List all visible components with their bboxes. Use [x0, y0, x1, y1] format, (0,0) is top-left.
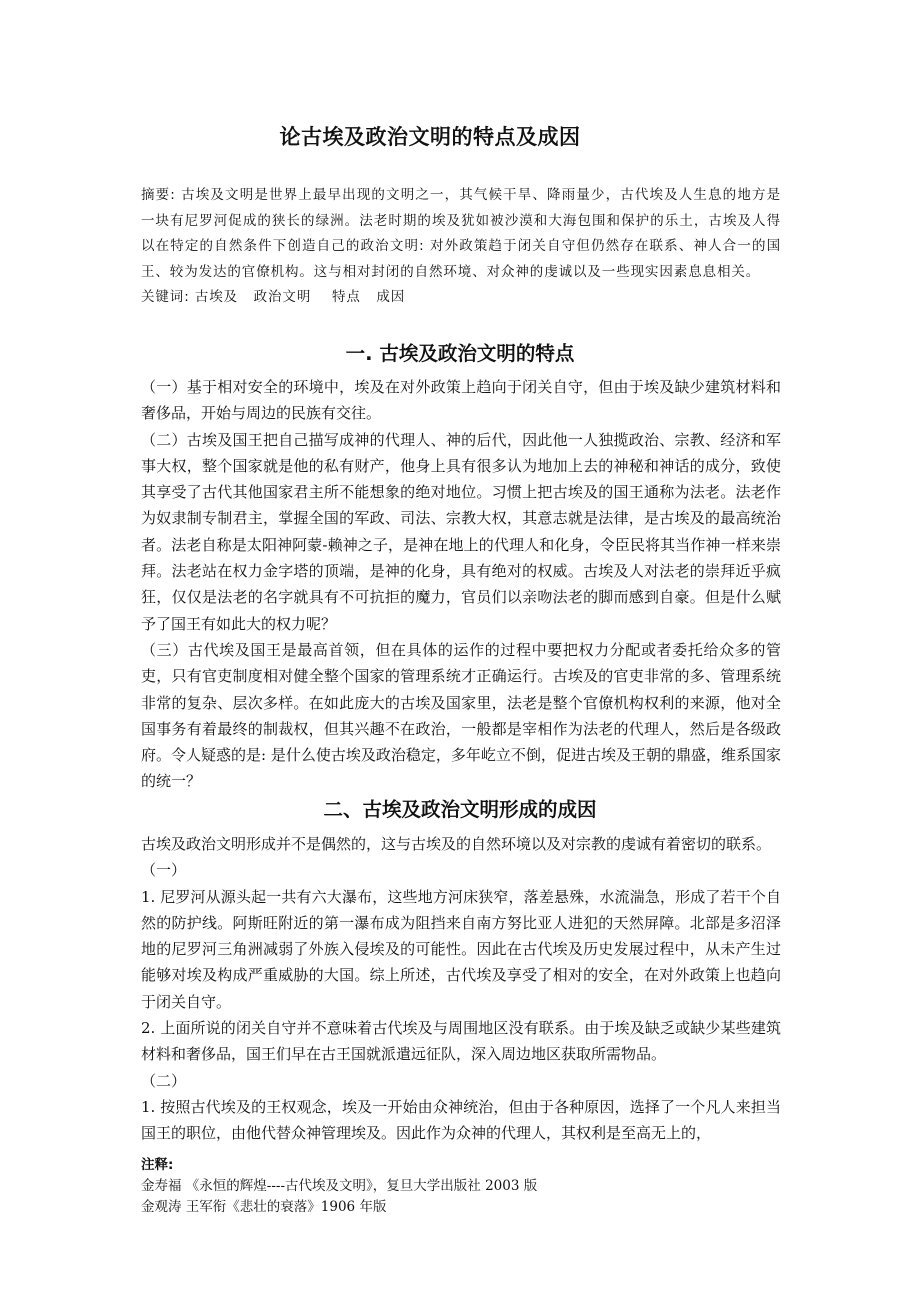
notes-heading: 注释: — [141, 1157, 174, 1173]
section-2-paragraph: 1. 尼罗河从源头起一共有六大瀑布，这些地方河床狭窄，落差悬殊，水流湍急，形成了若干个自然的防护线。阿斯旺附近的第一瀑布成为阻挡来自南方努比亚人进犯的天然屏障。北部是多沼泽地的尼罗河三角洲减弱了外族入侵埃及的可能性。因此在古代埃及历史发展过程中，从未产生过能够对埃及构成严重威胁的大国。综上所述，古代埃及享受了相对的安全，在对外政策上也趋向于闭关自守。 — [141, 887, 781, 1011]
section-2-paragraph: 1. 按照古代埃及的王权观念，埃及一开始由众神统治，但由于各种原因，选择了一个凡人来担当国王的职位，由他代替众神管理埃及。因此作为众神的代理人，其权利是至高无上的， — [141, 1097, 781, 1143]
section-1-heading: 一. 古埃及政治文明的特点 — [345, 342, 575, 365]
section-1-paragraph: （一）基于相对安全的环境中，埃及在对外政策上趋向于闭关自守，但由于埃及缺少建筑材料和奢侈品，开始与周边的民族有交往。 — [141, 378, 781, 423]
note-item: 金观涛 王军衔《悲壮的衰落》1906 年版 — [141, 1199, 387, 1215]
keywords-line: 关键词: 古埃及 政治文明 特点 成因 — [141, 289, 406, 305]
document-title: 论古埃及政治文明的特点及成因 — [279, 125, 581, 149]
note-item: 金寿福 《永恒的辉煌----古代埃及文明》，复旦大学出版社 2003 版 — [141, 1178, 538, 1194]
section-1-paragraph: （二）古埃及国王把自己描写成神的代理人、神的后代，因此他一人独揽政治、宗教、经济和军事大权，整个国家就是他的私有财产，他身上具有很多认为地加上去的神秘和神话的成分，致使其享受了古代其他国家君主所不能想象的绝对地位。习惯上把古埃及的国王通称为法老。法老作为奴隶制专制君主，掌握全国的军政、司法、宗教大权，其意志就是法律，是古埃及的最高统治者。法老自称是太阳神阿蒙-赖神之子，是神在地上的代理人和化身，令臣民将其当作神一样来崇拜。法老站在权力金字塔的顶端，是神的化身，具有绝对的权威。古埃及人对法老的崇拜近乎疯狂，仅仅是法老的名字就具有不可抗拒的魔力，官员们以亲吻法老的脚而感到自豪。但是什么赋予了国王有如此大的权力呢？ — [141, 430, 781, 633]
section-2-paragraph: （一） — [141, 861, 187, 880]
section-2-paragraph: 2. 上面所说的闭关自守并不意味着古代埃及与周围地区没有联系。由于埃及缺乏或缺少某些建筑材料和奢侈品，国王们早在古王国就派遣远征队，深入周边地区获取所需物品。 — [141, 1019, 781, 1064]
section-2-heading: 二、古埃及政治文明形成的成因 — [323, 798, 597, 821]
section-2-paragraph: 古埃及政治文明形成并不是偶然的，这与古埃及的自然环境以及对宗教的虔诚有着密切的联系。 — [141, 835, 772, 853]
abstract-section — [141, 183, 781, 311]
section-2-paragraph: （二） — [141, 1071, 187, 1090]
section-1-body — [141, 374, 781, 795]
section-2-body — [141, 831, 781, 1147]
section-1-paragraph: （三）古代埃及国王是最高首领，但在具体的运作的过程中要把权力分配或者委托给众多的管吏，只有官吏制度相对健全整个国家的管理系统才正确运行。古埃及的官吏非常的多、管理系统非常的复杂、层次多样。在如此庞大的古埃及国家里，法老是整个官僚机构权利的来源，他对全国事务有着最终的制裁权，但其兴趣不在政治，一般都是宰相作为法老的代理人，然后是各级政府。令人疑惑的是: 是什么使古埃及政治稳定，多年屹立不倒，促进古埃及王朝的鼎盛，维系国家的统一？ — [141, 640, 781, 791]
notes-section — [141, 1155, 781, 1218]
abstract-text: 摘要: 古埃及文明是世界上最早出现的文明之一，其气候干旱、降雨量少，古代埃及人生息的地方是一块有尼罗河促成的狭长的绿洲。法老时期的埃及犹如被沙漠和大海包围和保护的乐土，古埃及人得以在特定的自然条件下创造自己的政治文明: 对外政策趋于闭关自守但仍然存在联系、神人合一的国王、较为发达的官僚机构。这与相对封闭的自然环境、对众神的虔诚以及一些现实因素息息相关。 — [141, 187, 781, 280]
